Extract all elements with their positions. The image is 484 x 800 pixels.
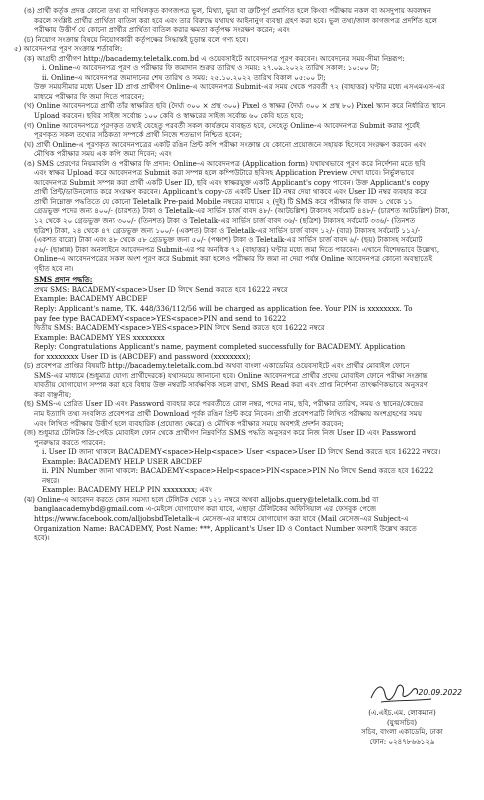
sms-section-title: SMS প্রদান পদ্ধতি:: [34, 275, 93, 285]
clause-nga-line: প্রার্থী প্রিন্ট/ডাউনলোড করে সংরক্ষণ করবেন। Applicant's copy-তে একটি User ID নম্বর দেয়া থাকবে এবং User ID নম্বর ব্যবহার করে: [34, 187, 427, 197]
clause-jha: https://www.facebook.com/alljobsbdTeletalk-এ মেসেজ-এর মাধ্যমে যোগাযোগ করা যাবে (Mail মেসেজ-এর Subject-এ: [34, 513, 409, 523]
clause-ga-line: পূরণকৃত সকল তথ্যের সঠিকতা সম্পর্কে প্রার্থী নিজে শতভাগ নিশ্চিত হবেন;: [34, 130, 243, 140]
deadline-start: i. Online-এ আবেদনপত্র পূরণ ও পরীক্ষার ফি জমাদান শুরুর তারিখ ও সময়: ২৭.০৯.২০২২ তারিখ সকাল: ১০:০০ টা;: [42, 63, 380, 73]
clause-nga-line: Online-এ আবেদনপত্রের সকল অংশ পূরণ করে Submit করা হলেও পরীক্ষার ফি জমা না দেয়া পর্যন্ত Online আবেদনপত্র কোনো অবস্থাতেই: [34, 254, 433, 264]
clause-jha: banglaacademybd@gmail.com এ-মেইলে যোগাযোগ করা যাবে, এছাড়া টেলিটকের অফিসিয়াল এর ফেসবুক পেজে: [34, 504, 377, 514]
clause-ga-line: (গ) Online আবেদনপত্রে পূরণকৃত তথ্যই যেহেতু পরবর্তী সকল কার্যক্রমে ব্যবহৃত হবে, সেহেতু Online-এ আবেদনপত্র Submit করার পূর্বেই: [24, 120, 420, 130]
sms-second-reply: for xxxxxxxx User ID is (ABCDEF) and password (xxxxxxxx);: [34, 351, 251, 361]
sms-second-reply: Reply: Congratulations Applicant's name, payment completed successfully for BACADEMY. Application: [34, 342, 406, 352]
clause-cha-line: (ঙ) প্রার্থী কর্তৃক প্রদত্ত কোনো তথ্য বা দাখিলকৃত কাগজপত্র ভুল, মিথ্যা, ভুয়া বা ত্রুটিপূর্ণ প্রমাণিত হলে কিংবা পরীক্ষায় নকল বা অসদুপায় অবলম্বন: [24, 6, 431, 15]
clause-chha: (ছ) SMS-এ প্রেরিত User ID এবং Password ব্যবহার করে পরবর্তীতে রোল নম্বর, পদের নাম, ছবি, পরীক্ষার তারিখ, সময় ও স্থানের/কেন্দ্রের: [24, 399, 424, 409]
clause-admit-card: (চ) প্রবেশপত্র প্রাপ্তির বিষয়টি http://bacademy.teletalk.com.bd অথবা বাংলা একাডেমির ওয়েবসাইটে এবং প্রার্থীর মোবাইল ফোনে: [24, 361, 410, 371]
signatory-title: সচিব, বাংলা একাডেমি, ঢাকা: [361, 727, 443, 737]
sms-second-example: Example: BACADEMY YES xxxxxxxx: [34, 332, 165, 342]
clause-jha: হবে)।: [34, 533, 50, 543]
clause-jha: (ঝ) Online-এ আবেদন করতে কোন সমস্যা হলে টেলিটক থেকে ১২১ নম্বরে অথবা alljobs.query@teletalk.com.bd বা: [24, 494, 379, 504]
clause-chha: নাম ইত্যাদি তথ্য সংবলিত প্রবেশপত্র প্রার্থী Download পূর্বক রঙিন প্রিন্ট করে নিবেন। প্রার্থী প্রবেশপত্রটি লিখিত পরীক্ষায় অংশগ্রহণের সময়: [34, 408, 423, 418]
signature-block: [336, 680, 468, 746]
clause-nga-line: আবেদনপত্র Submit সম্পন্ন করা প্রার্থী একটি User ID, ছবি এবং স্বাক্ষরযুক্ত একটি Applicant's copy পাবেন। উক্ত Applicant's copy: [34, 177, 430, 187]
clause-kha-line: Upload করবেন। ছবির সাইজ সর্বোচ্চ ১০০ কেবি ও স্বাক্ষরের সাইজ সর্বোচ্চ ৬০ কেবি হতে হবে;: [34, 111, 304, 121]
deadline-note: উক্ত সময়সীমার মধ্যে User ID প্রাপ্ত প্রার্থীগণ Online-এ আবেদনপত্র Submit-এর সময় থেকে পরবর্তী ৭২ (বাহাত্তর) ঘণ্টার মধ্যে এসএমএস-এর: [34, 82, 445, 92]
clause-jha: Organization Name: BACADEMY, Post Name: ***, Applicant's User ID ও Contact Number অবশ্যই উল্লেখ করতে: [34, 523, 417, 533]
clause-ja: পুনরুদ্ধার করতে পারবেন:: [34, 437, 106, 447]
clause-ka: (ক) আগ্রহী প্রার্থীগণ http://bacademy.teletalk.com.bd এ ওয়েবসাইটে আবেদনপত্র পূরণ করবেন। আবেদনের সময়-সীমা নিম্নরূপ:: [24, 53, 405, 63]
clause-nga-line: এবং স্বাক্ষর Upload করে আবেদনপত্র Submit করা সম্পন্ন হলে কম্পিউটারে ছবিসহ Application Preview দেখা যাবে। নির্ভুলভাবে: [34, 168, 415, 178]
clause-nga-line: (একশত বারো) টাকা এবং ৪৮ থেকে ৫৮ গ্রেডভুক্ত জন্য ৫০/- (পঞ্চাশ) টাকা ও Teletalk-এর সার্ভিস চার্জ বাবদ ৬/- (ছয়) টাকাসহ সর্বমোট: [34, 235, 423, 245]
signatory-name: (এ.এইচ.এম. লোকমান): [368, 708, 436, 717]
recover-pin: ii. PIN Number জানা থাকলে: BACADEMY<space>Help<space>PIN<space>PIN No লিখে Send করতে হবে 16222: [42, 466, 434, 476]
clause-nga-line: ১২ থেকে ২০ গ্রেডভুক্ত জন্য ৩০০/- (তিনশত) টাকা ও Teletalk-এর সার্ভিস চার্জ বাবদ ৩৬/- (ছত্রিশ) টাকাসহ সর্বমোট ৩৩৬/- (তিনশত: [34, 216, 416, 226]
recover-pin: নম্বরে।: [42, 475, 60, 485]
recover-pin-example: Example: BACADEMY HELP PIN xxxxxxxx; এবং: [42, 485, 212, 495]
sms-second: দ্বিতীয় SMS: BACADEMY<space>YES<space>PIN লিখে Send করতে হবে 16222 নম্বরে: [34, 323, 325, 333]
section-5-heading: ৫) আবেদনপত্র পূরণ সংক্রান্ত শর্তাবলি:: [14, 44, 123, 54]
clause-gha-line: মৌখিক পরীক্ষার সময় এক কপি জমা দিবেন; এবং: [34, 149, 172, 159]
signatory-role: (যুগ্মসচিব): [386, 717, 417, 727]
signature-date: 20.09.2022: [418, 688, 462, 697]
clause-cho: (চ) নিয়োগ সংক্রান্ত বিষয়ে নিয়োগকারী কর্তৃপক্ষের সিদ্ধান্তই চূড়ান্ত বলে গণ্য হবে।: [24, 34, 249, 44]
clause-nga-line: (ঙ) SMS প্রেরণের নিয়মাবলি ও পরীক্ষার ফি প্রদান: Online-এ আবেদনপত্র (Application form) যথাযথভাবে পূরণ করে নির্দেশনা মতে ছবি: [24, 158, 426, 168]
clause-kha-line: (খ) Online আবেদনপত্রে প্রার্থী তাঁর স্বাক্ষরিত ছবি (দৈর্ঘ্য ৩০০ × প্রস্থ ৩০০) Pixel ও স্বাক্ষর (দৈর্ঘ্য ৩০০ × প্রস্থ ৮০) Pixel স্ক্যান করে নির্ধারিত স্থানে: [24, 101, 446, 111]
clause-nga-line: ৫৬/- (ছাপ্পান্ন) টাকা অনলাইনে আবেদনপত্র Submit-এর পর অনধিক ৭২ (বাহাত্তর) ঘণ্টার মধ্যে জমা দিতে পারবেন। এখানে বিশেষভাবে উল্লেখ্য,: [34, 244, 440, 254]
clause-nga-line: ছত্রিশ) টাকা, ২৪ থেকে ৪৭ গ্রেডভুক্ত জন্য ১০০/- (একশত) টাকা ও Teletalk-এর সার্ভিস চার্জ বাবদ ১২/- (বার) টাকাসহ সর্বমোট ১১২/-: [34, 225, 421, 235]
clause-nga-line: গৃহীত হবে না।: [34, 263, 74, 273]
clause-chha: এবং লিখিত পরীক্ষায় উত্তীর্ণ হলে ব্যবহারিক (প্রযোজ্য ক্ষেত্রে) ও মৌখিক পরীক্ষার সময়ে অবশ্যই প্রদর্শন করবেন;: [34, 418, 344, 428]
handwritten-signature: [336, 680, 468, 708]
clause-nga-line: গ্রেডভুক্ত পদের জন্য ৪০০/- (চারশত) টাকা ও Teletalk-এর সার্ভিস চার্জ বাবদ ৪৮/- (আটচল্লিশ) টাকাসহ সর্বমোট ৪৪৮/- (চারশত আটচল্লিশ) টাকা,: [34, 206, 450, 216]
clause-ja: (জ) শুধুমাত্র টেলিটক প্রি-পেইড মোবাইল ফোন থেকে প্রার্থীগণ নিম্নবর্ণিত SMS পদ্ধতি অনুসরণ করে নিজ নিজ User ID এবং Password: [24, 428, 417, 438]
clause-admit-card: SMS-এর মাধ্যমে (শুধুমাত্র যোগ্য প্রার্থীদেরকে) যথাসময়ে জানানো হবে। Online আবেদনপত্রে প্রার্থীর প্রদেয় মোবাইল ফোনে পরীক্ষা সংক্রান্ত: [34, 370, 428, 380]
sms-first: প্রথম SMS: BACADEMY<space>User ID লিখে Send করতে হবে 16222 নম্বরে: [34, 284, 288, 294]
sms-first-example: Example: BACADEMY ABCDEF: [34, 294, 148, 304]
clause-cha-line: করলে সংশ্লিষ্ট প্রার্থীর প্রার্থিতা বাতিল করা হবে এবং তার বিরুদ্ধে যথাযথ আইনানুগ ব্যবস্থা গ্রহণ করা হবে। ভুল তথ্য/জাল কাগজপত্র প্রদর্শিত হলে: [34, 15, 437, 25]
clause-nga-line: প্রার্থী নিম্নোক্ত পদ্ধতিতে যে কোনো Teletalk Pre-paid Mobile নম্বরের মাধ্যমে ২ (দুই) টি SMS করে পরীক্ষার ফি বাবদ ১ থেকে ১১: [34, 196, 413, 206]
sms-first-reply: pay fee type BACADEMY<space>YES<space>PIN and send to 16222: [34, 313, 287, 323]
recover-user-id-example: Example: BACADEMY HELP USER ABCDEF: [42, 456, 203, 466]
deadline-note: মাধ্যমে পরীক্ষার ফি জমা দিতে পারবেন;: [34, 91, 145, 101]
sms-first-reply: Reply: Applicant's name, TK. 448/336/112/56 will be charged as application fee. Your PIN is xxxxxxxx. To: [34, 303, 413, 313]
clause-cha-line: পরীক্ষায় উত্তীর্ণ যে কোনো প্রার্থীর প্রার্থিতা বাতিল করার ক্ষমতা কর্তৃপক্ষ সংরক্ষণ করেন; এবং: [34, 25, 290, 35]
clause-gha-line: (ঘ) প্রার্থী Online-এ পূরণকৃত আবেদনপত্রের একটি রঙিন প্রিন্ট কপি পরীক্ষা সংক্রান্ত যে কোনো প্রয়োজনে সহায়ক হিসেবে সংরক্ষণ করবেন এবং: [24, 139, 427, 149]
recover-user-id: i. User ID জানা থাকলে BACADEMY<space>Help<space> User <space>User ID লিখে Send করতে হবে 16222 নম্বরে।: [42, 447, 441, 457]
deadline-end: ii. Online-এ আবেদনপত্র জমাদানের শেষ তারিখ ও সময়: ২৫.১০.২০২২ তারিখ বিকাল ০৫:০০ টা;: [42, 72, 326, 82]
clause-admit-card: করা বাঞ্ছনীয়;: [34, 389, 72, 399]
clause-admit-card: যাবতীয় যোগাযোগ সম্পন্ন করা হবে বিধায় উক্ত নম্বরটি সার্বক্ষণিক সচল রাখা, SMS Read করা এবং প্রাপ্ত নির্দেশনা তাৎক্ষণিকভাবে অনুসরণ: [34, 380, 428, 390]
signatory-phone: ফোন: ০২৪৭৮৬৬১২৯: [369, 736, 435, 746]
